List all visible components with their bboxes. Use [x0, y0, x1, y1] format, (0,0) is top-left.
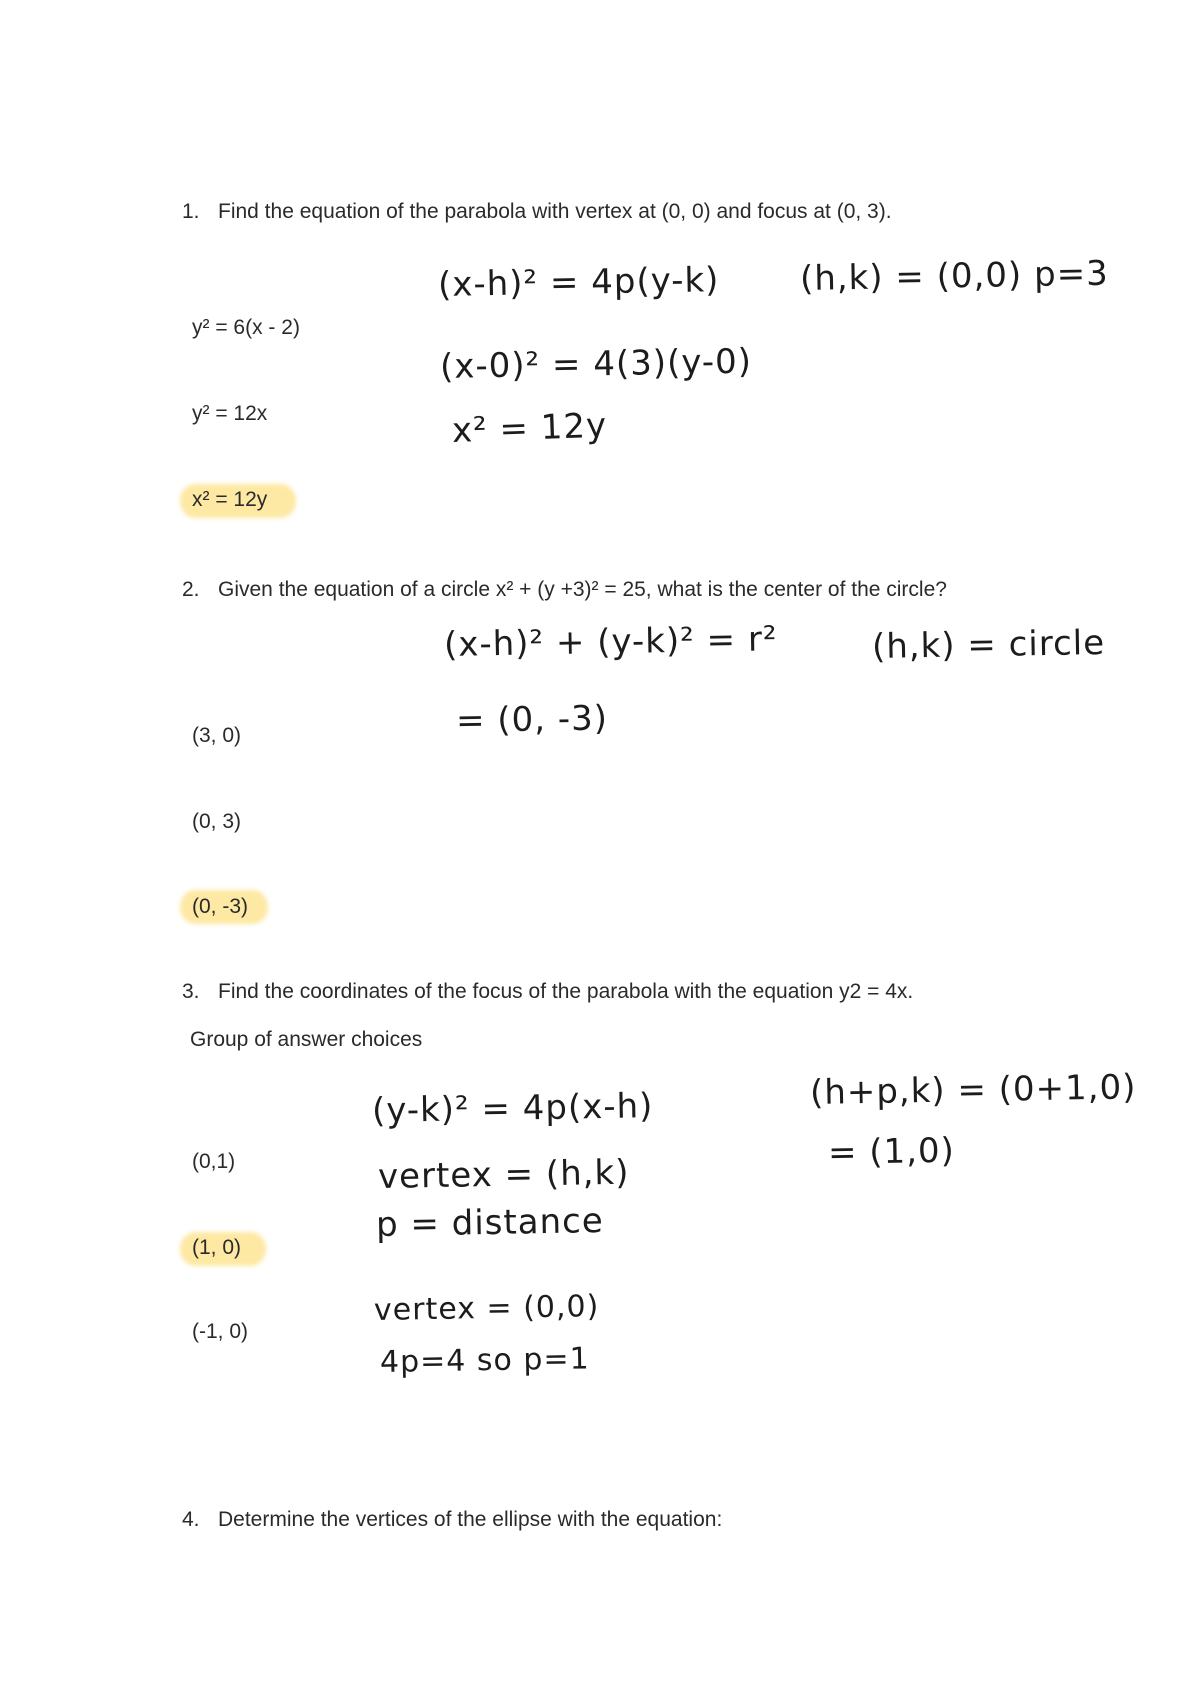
q1-choice-b[interactable]: y² = 12x — [192, 402, 268, 425]
q2-work-line-3: = (0, -3) — [455, 698, 609, 741]
q2-choice-a[interactable]: (3, 0) — [192, 724, 242, 747]
q1-work-line-3: (x-0)² = 4(3)(y-0) — [439, 341, 753, 387]
q3-choice-c[interactable]: (-1, 0) — [192, 1320, 249, 1343]
q3-choice-a[interactable]: (0,1) — [192, 1150, 236, 1173]
q2-work-line-1: (x-h)² + (y-k)² = r² — [443, 619, 778, 665]
q3-group-label: Group of answer choices — [190, 1028, 423, 1051]
question-1-number: 1. — [182, 200, 200, 223]
q1-work-line-4: x² = 12y — [451, 405, 608, 451]
q3-work-line-3: p = distance — [375, 1201, 605, 1245]
question-4-text: Determine the vertices of the ellipse with the equation: — [218, 1508, 723, 1531]
q3-work-line-1: (y-k)² = 4p(x-h) — [371, 1086, 654, 1131]
question-2-text: Given the equation of a circle x² + (y +3)² = 25, what is the center of the circle? — [218, 578, 947, 601]
q1-work-line-2: (h,k) = (0,0) p=3 — [799, 253, 1110, 299]
q2-work-line-2: (h,k) = circle — [871, 622, 1106, 667]
q3-work-line-6: (h+p,k) = (0+1,0) — [809, 1067, 1137, 1113]
q2-choice-b[interactable]: (0, 3) — [192, 810, 242, 833]
question-3-number: 3. — [182, 980, 200, 1003]
q1-choice-a[interactable]: y² = 6(x - 2) — [192, 316, 300, 339]
question-4-number: 4. — [182, 1508, 200, 1531]
question-1-text: Find the equation of the parabola with vertex at (0, 0) and focus at (0, 3). — [218, 200, 892, 223]
q1-choice-c-selected[interactable]: x² = 12y — [192, 488, 268, 511]
q3-choice-b-selected[interactable]: (1, 0) — [192, 1236, 242, 1259]
q3-work-line-2: vertex = (h,k) — [377, 1152, 630, 1197]
q3-work-line-4: vertex = (0,0) — [373, 1289, 600, 1328]
q3-work-line-7: = (1,0) — [827, 1130, 956, 1173]
q2-choice-c-selected[interactable]: (0, -3) — [192, 895, 249, 918]
question-2-number: 2. — [182, 578, 200, 601]
q3-work-line-5: 4p=4 so p=1 — [379, 1341, 590, 1380]
q1-work-line-1: (x-h)² = 4p(y-k) — [437, 260, 720, 305]
question-3-text: Find the coordinates of the focus of the parabola with the equation y2 = 4x. — [218, 980, 914, 1003]
